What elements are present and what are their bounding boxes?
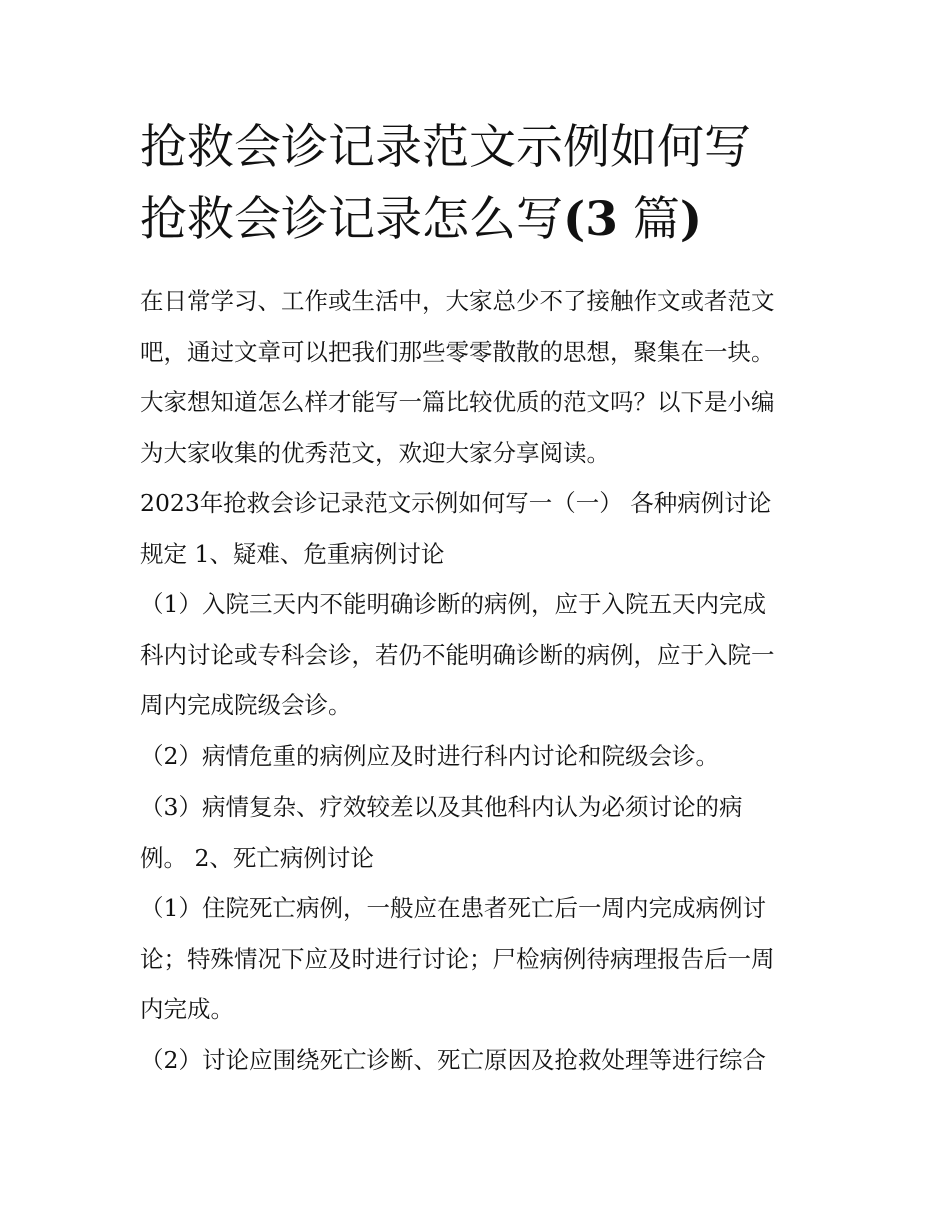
text-line: （2）病情危重的病例应及时进行科内讨论和院级会诊。 bbox=[140, 742, 719, 770]
text-line: 内完成。 bbox=[140, 995, 234, 1023]
paragraph-section-heading bbox=[140, 478, 820, 579]
text-line: 论；特殊情况下应及时进行讨论；尸检病例待病理报告后一周 bbox=[140, 944, 775, 973]
text-line: 2023年抢救会诊记录范文示例如何写一（一） 各种病例讨论 bbox=[140, 489, 772, 517]
text-line: 规定 1、疑难、危重病例讨论 bbox=[140, 539, 445, 568]
paragraph-intro bbox=[140, 276, 820, 478]
text-line: 在日常学习、工作或生活中，大家总少不了接触作文或者范文 bbox=[140, 287, 775, 315]
text-line: 大家想知道怎么样才能写一篇比较优质的范文吗？以下是小编 bbox=[140, 388, 775, 416]
paragraph-death-item-2 bbox=[140, 1035, 820, 1086]
text-line: （3）病情复杂、疗效较差以及其他科内认为必须讨论的病 bbox=[140, 793, 743, 821]
title-line-2 bbox=[140, 184, 840, 256]
paragraph-death-item-1 bbox=[140, 883, 820, 1035]
text-line: （2）讨论应围绕死亡诊断、死亡原因及抢救处理等进行综合 bbox=[140, 1046, 766, 1074]
title-line-1: 抢救会诊记录范文示例如何写 bbox=[140, 120, 751, 175]
paragraph-item-3 bbox=[140, 782, 820, 883]
title-line-2-count: (3 bbox=[563, 192, 618, 247]
text-line: （1）入院三天内不能明确诊断的病例，应于入院五天内完成 bbox=[140, 590, 766, 618]
text-line: 为大家收集的优秀范文，欢迎大家分享阅读。 bbox=[140, 438, 610, 467]
title-line-2-suffix: 篇 bbox=[632, 192, 680, 247]
document-title bbox=[140, 112, 840, 256]
title-line-2-prefix: 抢救会诊记录怎么写 bbox=[140, 192, 563, 247]
text-line: 科内讨论或专科会诊，若仍不能明确诊断的病例，应于入院一 bbox=[140, 640, 775, 669]
text-line: （1）住院死亡病例，一般应在患者死亡后一周内完成病例讨 bbox=[140, 894, 766, 922]
paragraph-item-2 bbox=[140, 731, 820, 782]
title-line-2-end: ) bbox=[679, 192, 703, 247]
text-line: 周内完成院级会诊。 bbox=[140, 691, 352, 719]
text-line: 例。 2、死亡病例讨论 bbox=[140, 843, 374, 872]
text-line: 吧，通过文章可以把我们那些零零散散的思想，聚集在一块。 bbox=[140, 337, 775, 366]
paragraph-item-1 bbox=[140, 579, 820, 731]
